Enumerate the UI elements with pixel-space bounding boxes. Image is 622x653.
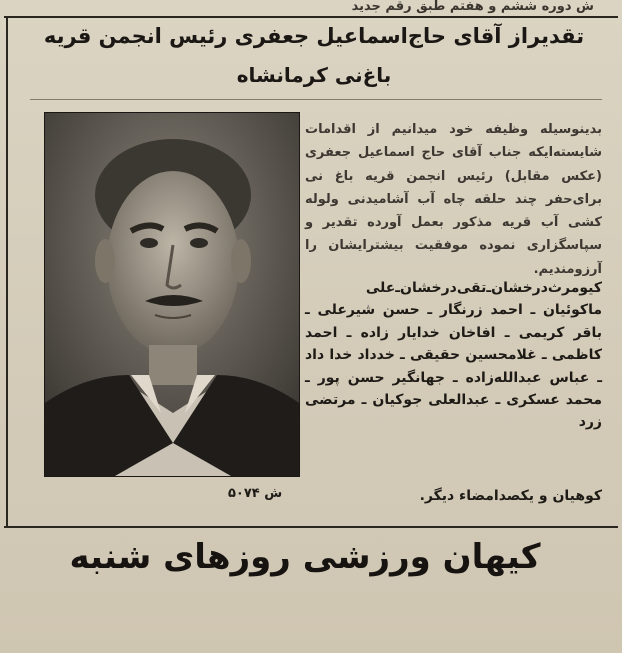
bottom-rule (4, 526, 618, 528)
signatory-names-end: کوهیان و یکصدامضاء دیگر. (419, 488, 602, 504)
headline-line-2: باغ‌نی کرمانشاه (236, 63, 392, 87)
article-body: بدینوسیله وظیفه خود میدانیم از اقدامات شایسته‌ایکه جناب آقای حاج اسماعیل جعفری (عکس مقابل) رئیس انجمن قریه باغ نی برای‌حفر چند حلقه چاه آب آشامیدنی ولوله کشی آب قریه مذکور بعمل آورده تقدیر و سپاسگزاری نموده موفقیت بیشتر‌ایشان را آرزومندیم. (305, 122, 602, 277)
top-cutoff-text: ش دوره ششم و هفتم طبق رقم جدید (351, 0, 594, 14)
kayhan-sports-banner: کیهان ورزشی روزهای شنبه (69, 537, 541, 577)
portrait-photo (44, 112, 300, 477)
signatory-names: کیومرث‌درخشان‌ـ‌تقی‌درخشان‌ـ‌علی ماکوئیان ـ احمد زرنگار ـ حسن شیرعلی ـ باقر کریمی ـ افاخان خدایار زاده ـ احمد کاظمی ـ غلامحسین حقیقی ـ خدداد خدا داد ـ عباس عبدالله‌زاده ـ جهانگیر حسن پور ـ محمد عسکری ـ عبدالعلی جوکیان ـ مرتضی زرد (305, 280, 602, 431)
left-border (6, 16, 8, 526)
headline-line-1: تقدیراز آقای حاج‌اسماعیل جعفری رئیس انجمن قریه (43, 24, 585, 48)
portrait-image (45, 113, 299, 476)
top-rule (4, 16, 618, 18)
ad-reference-number: ش ۵۰۷۴ (228, 486, 283, 501)
headline-underline (30, 99, 602, 100)
